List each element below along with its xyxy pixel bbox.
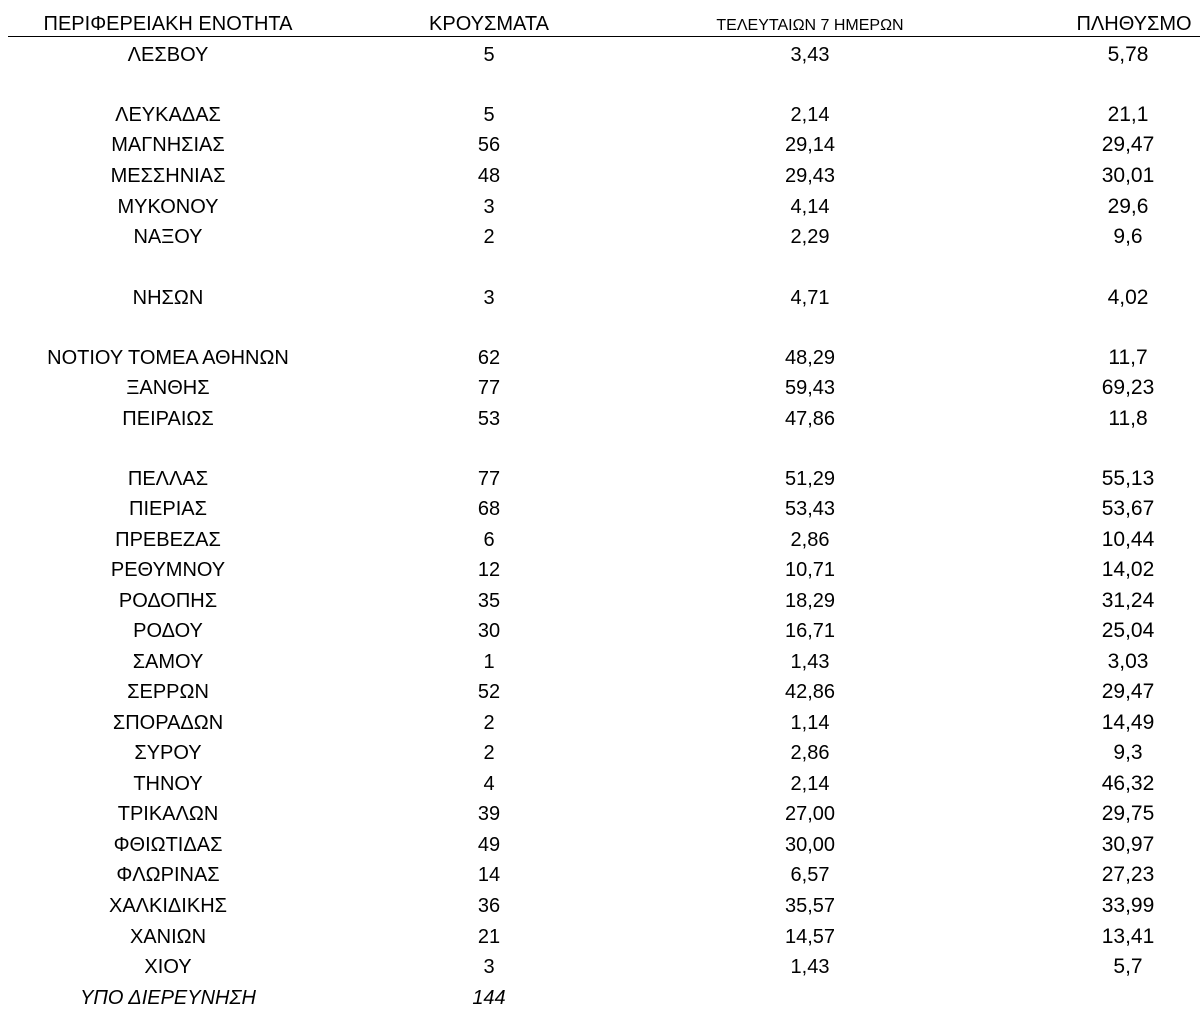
cell-regional-unit: ΛΕΣΒΟΥ [127, 44, 209, 66]
cell-regional-unit: ΝΑΞΟΥ [133, 226, 203, 248]
footer-under-investigation-cases: 144 [472, 987, 506, 1009]
cell-cases: 2 [483, 226, 495, 248]
cell-last-7-days: 29,43 [784, 165, 836, 187]
cell-cases: 77 [477, 377, 501, 399]
cell-population: 11,7 [1108, 346, 1148, 369]
cell-regional-unit: ΜΕΣΣΗΝΙΑΣ [110, 165, 226, 187]
cell-cases: 49 [477, 834, 501, 856]
cell-regional-unit: ΤΡΙΚΑΛΩΝ [117, 803, 219, 825]
cell-cases: 21 [477, 926, 501, 948]
table-row [0, 192, 1200, 222]
cell-population: 53,67 [1101, 497, 1155, 520]
cell-cases: 77 [477, 468, 501, 490]
cell-last-7-days: 2,86 [790, 529, 830, 551]
cell-last-7-days: 3,43 [790, 44, 830, 66]
cell-population: 9,6 [1113, 225, 1143, 248]
cell-last-7-days: 51,29 [784, 468, 836, 490]
cell-last-7-days: 1,43 [790, 956, 830, 978]
cell-population: 30,97 [1101, 833, 1155, 856]
cell-population: 14,02 [1101, 558, 1155, 581]
cell-population: 10,44 [1101, 528, 1155, 551]
cell-regional-unit: ΜΑΓΝΗΣΙΑΣ [111, 134, 225, 156]
footer-under-investigation-label: ΥΠΟ ΔΙΕΡΕΥΝΗΣΗ [80, 987, 256, 1009]
table-row [0, 100, 1200, 130]
cell-population: 9,3 [1113, 741, 1143, 764]
cell-regional-unit: ΝΗΣΩΝ [132, 287, 204, 309]
cell-last-7-days: 18,29 [784, 590, 836, 612]
cell-population: 29,75 [1101, 802, 1155, 825]
cell-last-7-days: 2,29 [790, 226, 830, 248]
header-last-7-days: ΤΕΛΕΥΤΑΙΩΝ 7 ΗΜΕΡΩΝ [716, 17, 904, 34]
cell-regional-unit: ΧΑΝΙΩΝ [129, 926, 207, 948]
table-row [0, 830, 1200, 860]
table-row [0, 738, 1200, 768]
cell-population: 21,1 [1107, 103, 1149, 126]
cell-regional-unit: ΠΡΕΒΕΖΑΣ [115, 529, 221, 551]
cell-cases: 4 [483, 773, 495, 795]
cell-population: 5,78 [1107, 43, 1149, 66]
cell-population: 13,41 [1101, 925, 1155, 948]
cell-cases: 12 [477, 559, 501, 581]
cell-last-7-days: 1,43 [790, 651, 830, 673]
cell-last-7-days: 4,71 [790, 287, 830, 309]
table-row [0, 343, 1200, 373]
cell-regional-unit: ΝΟΤΙΟΥ ΤΟΜΕΑ ΑΘΗΝΩΝ [47, 347, 289, 369]
cell-cases: 56 [477, 134, 501, 156]
cell-population: 3,03 [1107, 650, 1149, 673]
cell-cases: 3 [483, 196, 495, 218]
header-population: ΠΛΗΘΥΣΜΟ [1076, 13, 1192, 35]
cell-last-7-days: 2,14 [790, 773, 830, 795]
cell-regional-unit: ΠΙΕΡΙΑΣ [129, 498, 207, 520]
cell-population: 31,24 [1101, 589, 1155, 612]
cell-regional-unit: ΡΟΔΟΠΗΣ [118, 590, 218, 612]
cell-regional-unit: ΠΕΙΡΑΙΩΣ [122, 408, 214, 430]
table-row [0, 525, 1200, 555]
cell-population: 29,47 [1101, 133, 1155, 156]
cell-last-7-days: 14,57 [784, 926, 836, 948]
header-cases: ΚΡΟΥΣΜΑΤΑ [429, 13, 549, 35]
table-row [0, 922, 1200, 952]
cell-last-7-days: 29,14 [784, 134, 836, 156]
table-row [0, 404, 1200, 434]
cell-last-7-days: 47,86 [784, 408, 836, 430]
cell-last-7-days: 53,43 [784, 498, 836, 520]
table-row [0, 494, 1200, 524]
table-row [0, 799, 1200, 829]
cell-last-7-days: 42,86 [784, 681, 836, 703]
cell-cases: 1 [483, 651, 495, 673]
table-row [0, 952, 1200, 982]
cell-regional-unit: ΠΕΛΛΑΣ [127, 468, 209, 490]
cell-cases: 62 [477, 347, 501, 369]
table-row [0, 647, 1200, 677]
cell-last-7-days: 35,57 [784, 895, 836, 917]
cell-regional-unit: ΧΙΟΥ [144, 956, 192, 978]
cell-population: 29,6 [1107, 195, 1149, 218]
cell-cases: 68 [477, 498, 501, 520]
cell-cases: 53 [477, 408, 501, 430]
cell-regional-unit: ΜΥΚΟΝΟΥ [117, 196, 219, 218]
cell-cases: 35 [477, 590, 501, 612]
table-row [0, 708, 1200, 738]
cell-population: 29,47 [1101, 680, 1155, 703]
table-row [0, 769, 1200, 799]
cell-population: 33,99 [1101, 894, 1155, 917]
cell-population: 11,8 [1108, 407, 1148, 430]
cell-regional-unit: ΣΑΜΟΥ [132, 651, 204, 673]
cell-last-7-days: 6,57 [790, 864, 830, 886]
cell-regional-unit: ΤΗΝΟΥ [133, 773, 203, 795]
cell-cases: 52 [477, 681, 501, 703]
cell-population: 27,23 [1101, 863, 1155, 886]
header-regional-unit: ΠΕΡΙΦΕΡΕΙΑΚΗ ΕΝΟΤΗΤΑ [43, 13, 293, 35]
cell-regional-unit: ΣΕΡΡΩΝ [127, 681, 209, 703]
cell-population: 46,32 [1101, 772, 1155, 795]
table-row [0, 555, 1200, 585]
cell-cases: 3 [483, 287, 495, 309]
cell-cases: 3 [483, 956, 495, 978]
table-row [0, 677, 1200, 707]
cell-regional-unit: ΡΕΘΥΜΝΟΥ [110, 559, 226, 581]
cell-population: 30,01 [1101, 164, 1155, 187]
table-row [0, 40, 1200, 70]
cell-cases: 5 [483, 44, 495, 66]
cell-regional-unit: ΞΑΝΘΗΣ [126, 377, 210, 399]
cell-population: 25,04 [1101, 619, 1155, 642]
cell-regional-unit: ΦΘΙΩΤΙΔΑΣ [113, 834, 223, 856]
cell-last-7-days: 59,43 [784, 377, 836, 399]
table-row [0, 891, 1200, 921]
cell-cases: 5 [483, 104, 495, 126]
table-row [0, 283, 1200, 313]
cell-population: 69,23 [1101, 376, 1155, 399]
cell-cases: 30 [477, 620, 501, 642]
cell-population: 4,02 [1107, 286, 1149, 309]
table-row [0, 222, 1200, 252]
cell-regional-unit: ΣΥΡΟΥ [134, 742, 202, 764]
cell-cases: 2 [483, 712, 495, 734]
cell-last-7-days: 16,71 [784, 620, 836, 642]
cell-regional-unit: ΧΑΛΚΙΔΙΚΗΣ [109, 895, 227, 917]
cell-last-7-days: 4,14 [790, 196, 830, 218]
table-row [0, 464, 1200, 494]
cell-last-7-days: 1,14 [790, 712, 830, 734]
cell-cases: 14 [477, 864, 501, 886]
cell-regional-unit: ΛΕΥΚΑΔΑΣ [115, 104, 221, 126]
cell-cases: 39 [477, 803, 501, 825]
table-row [0, 373, 1200, 403]
table-row [0, 616, 1200, 646]
cell-population: 5,7 [1113, 955, 1143, 978]
cell-population: 14,49 [1101, 711, 1155, 734]
table-footer-row [0, 983, 1200, 1013]
table-row [0, 130, 1200, 160]
cell-last-7-days: 2,86 [790, 742, 830, 764]
cell-regional-unit: ΡΟΔΟΥ [133, 620, 203, 642]
cell-cases: 48 [477, 165, 501, 187]
cell-cases: 36 [477, 895, 501, 917]
cell-cases: 6 [483, 529, 495, 551]
cell-regional-unit: ΦΛΩΡΙΝΑΣ [116, 864, 220, 886]
cell-regional-unit: ΣΠΟΡΑΔΩΝ [112, 712, 224, 734]
cell-last-7-days: 27,00 [784, 803, 836, 825]
table-row [0, 161, 1200, 191]
cell-last-7-days: 2,14 [790, 104, 830, 126]
cell-last-7-days: 30,00 [784, 834, 836, 856]
cell-population: 55,13 [1101, 467, 1155, 490]
table-row [0, 860, 1200, 890]
cell-last-7-days: 10,71 [784, 559, 836, 581]
cell-last-7-days: 48,29 [784, 347, 836, 369]
table-row [0, 586, 1200, 616]
cell-cases: 2 [483, 742, 495, 764]
